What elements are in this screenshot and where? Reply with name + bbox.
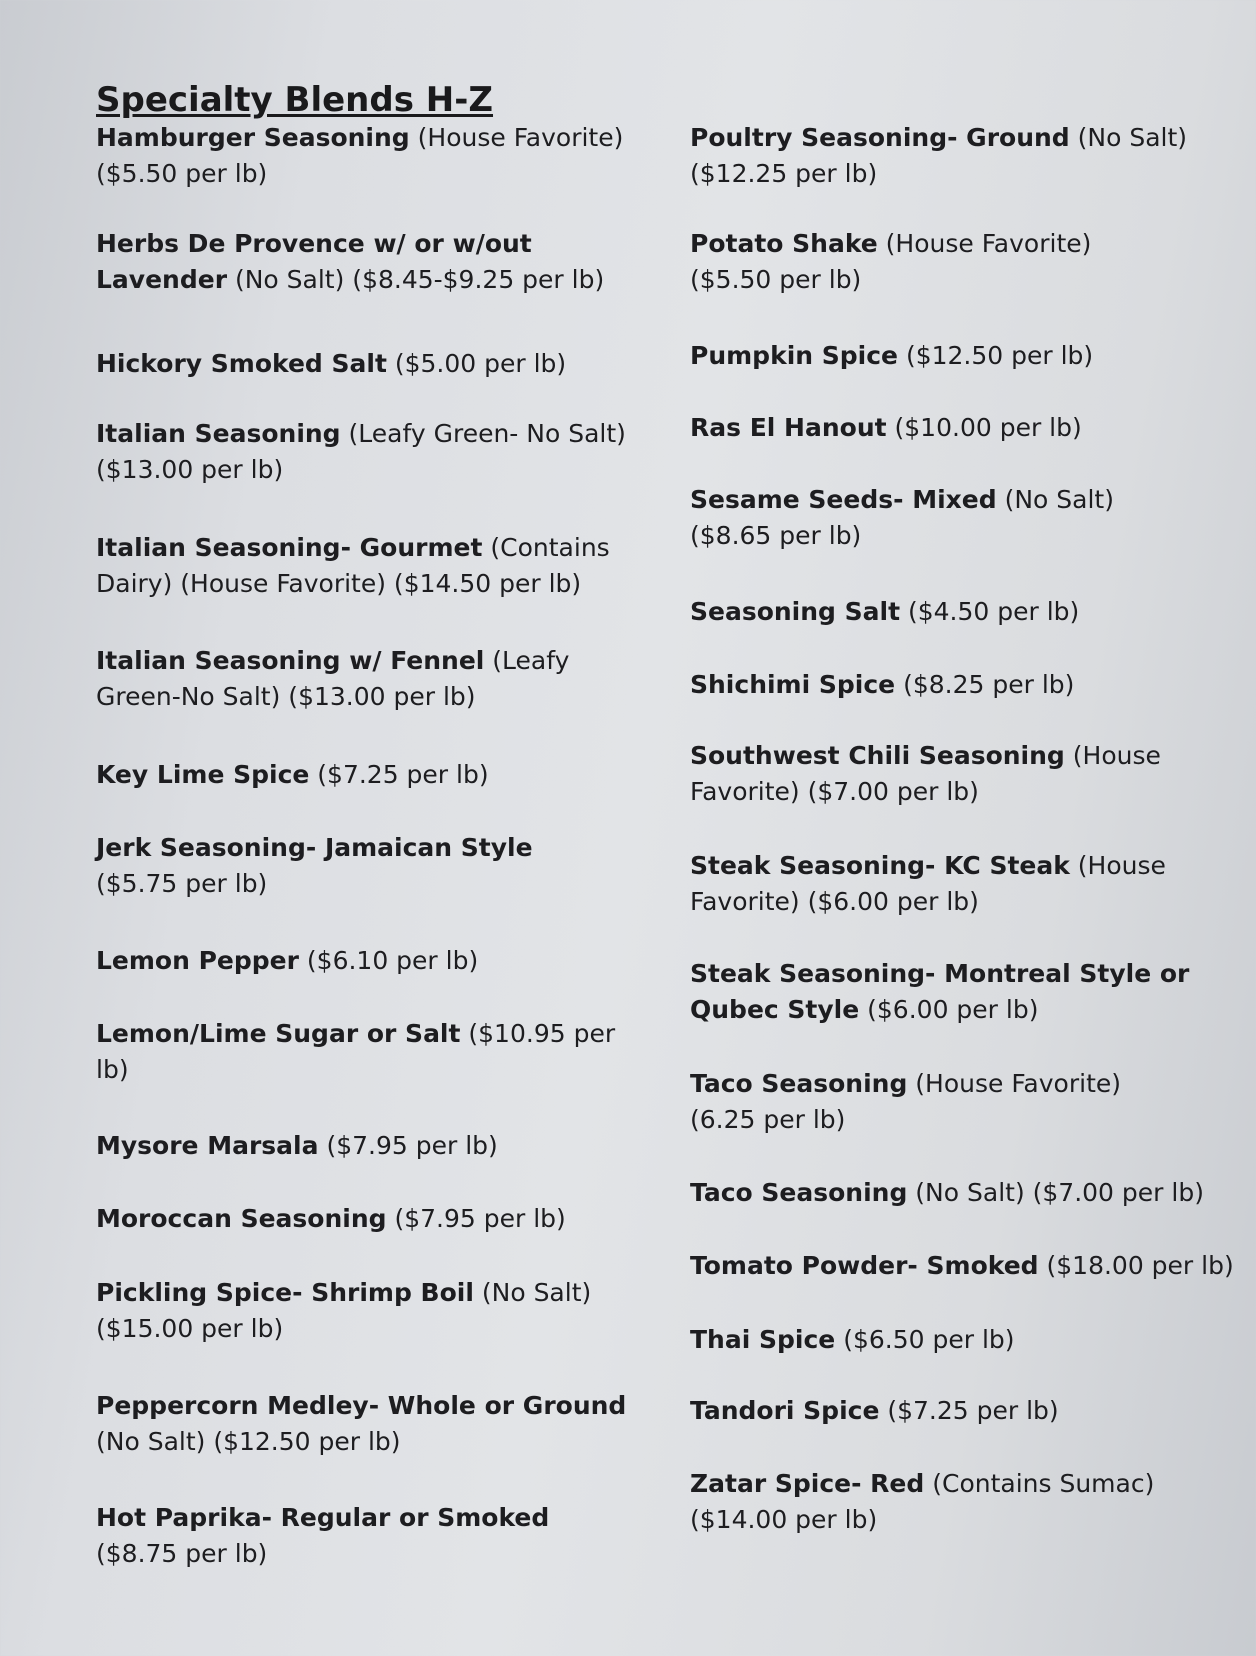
menu-item: Key Lime Spice ($7.25 per lb) [96,760,489,789]
menu-item: Italian Seasoning w/ Fennel (Leafy Green-No Salt) ($13.00 per lb) [96,646,570,711]
menu-item: Potato Shake (House Favorite) ($5.50 per lb) [690,229,1092,294]
menu-item: Zatar Spice- Red (Contains Sumac) ($14.00 per lb) [690,1469,1155,1534]
menu-item: Steak Seasoning- KC Steak (House Favorite) ($6.00 per lb) [690,851,1166,916]
menu-item: Tomato Powder- Smoked ($18.00 per lb) [690,1251,1234,1280]
menu-item: Lemon/Lime Sugar or Salt ($10.95 per lb) [96,1019,616,1084]
menu-item: Tandori Spice ($7.25 per lb) [690,1396,1059,1425]
menu-item: Sesame Seeds- Mixed (No Salt) ($8.65 per lb) [690,485,1114,550]
menu-item: Ras El Hanout ($10.00 per lb) [690,413,1082,442]
menu-item: Lemon Pepper ($6.10 per lb) [96,946,479,975]
menu-item: Italian Seasoning (Leafy Green- No Salt) ($13.00 per lb) [96,419,626,484]
page-title: Specialty Blends H-Z [96,80,494,120]
menu-item: Moroccan Seasoning ($7.95 per lb) [96,1204,566,1233]
menu-item: Seasoning Salt ($4.50 per lb) [690,597,1080,626]
menu-item: Taco Seasoning (No Salt) ($7.00 per lb) [690,1178,1204,1207]
menu-item: Poultry Seasoning- Ground (No Salt) ($12.25 per lb) [690,123,1188,188]
menu-item: Taco Seasoning (House Favorite) (6.25 per lb) [690,1069,1122,1134]
menu-item: Steak Seasoning- Montreal Style or Qubec Style ($6.00 per lb) [690,959,1190,1024]
menu-item: Thai Spice ($6.50 per lb) [690,1325,1015,1354]
menu-item: Mysore Marsala ($7.95 per lb) [96,1131,498,1160]
menu-item: Hot Paprika- Regular or Smoked ($8.75 per lb) [96,1503,550,1568]
menu-item: Peppercorn Medley- Whole or Ground (No Salt) ($12.50 per lb) [96,1391,627,1456]
menu-item: Shichimi Spice ($8.25 per lb) [690,670,1075,699]
menu-item: Hickory Smoked Salt ($5.00 per lb) [96,349,567,378]
menu-item: Pickling Spice- Shrimp Boil (No Salt) ($15.00 per lb) [96,1278,592,1343]
menu-item: Southwest Chili Seasoning (House Favorite) ($7.00 per lb) [690,741,1161,806]
menu-item: Herbs De Provence w/ or w/out Lavender (No Salt) ($8.45-$9.25 per lb) [96,229,605,294]
menu-item: Hamburger Seasoning (House Favorite) ($5.50 per lb) [96,123,624,188]
menu-item: Italian Seasoning- Gourmet (Contains Dairy) (House Favorite) ($14.50 per lb) [96,533,610,598]
menu-item: Jerk Seasoning- Jamaican Style ($5.75 per lb) [96,833,533,898]
menu-item: Pumpkin Spice ($12.50 per lb) [690,341,1094,370]
